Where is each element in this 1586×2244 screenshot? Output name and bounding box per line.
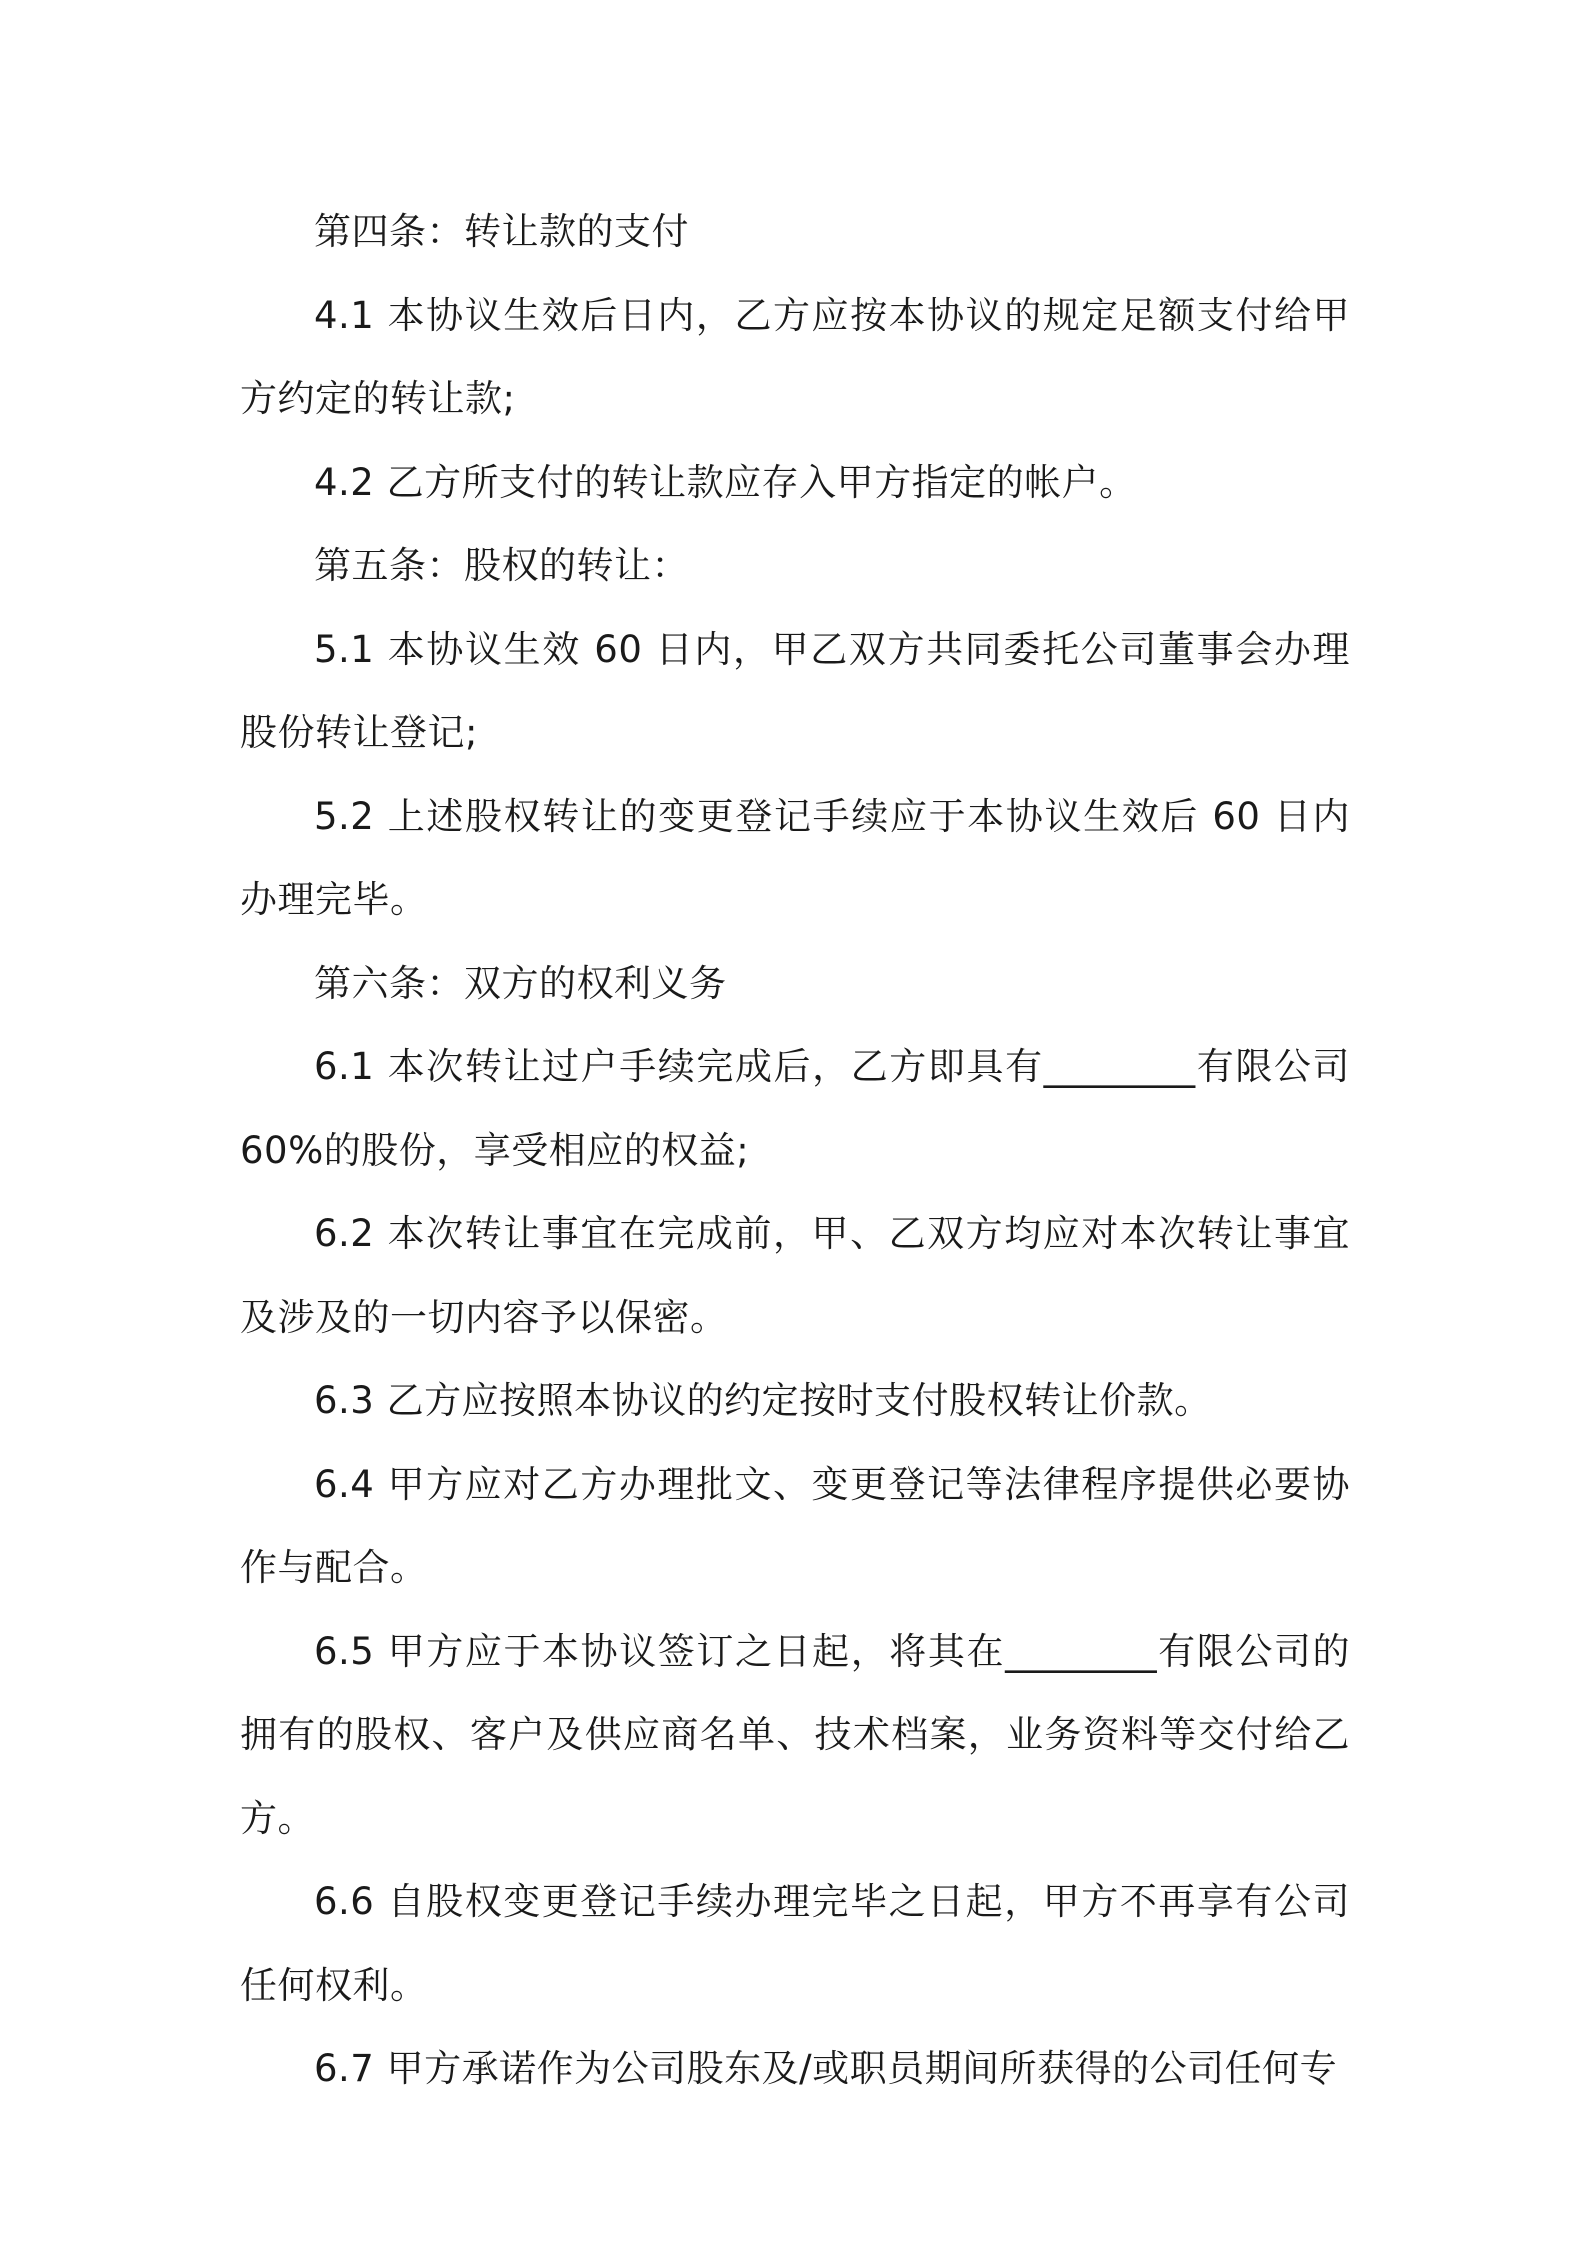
clause-6-1: 6.1 本次转让过户手续完成后，乙方即具有________有限公司60%的股份，享受相应的权益; — [240, 1045, 1350, 1172]
clause-4-2: 4.2 乙方所支付的转让款应存入甲方指定的帐户。 — [314, 460, 1137, 504]
clause-6-7: 6.7 甲方承诺作为公司股东及/或职员期间所获得的公司任何专 — [314, 2047, 1338, 2090]
article-6-heading: 第六条：双方的权利义务 — [314, 961, 727, 1005]
article-5-heading: 第五条：股权的转让： — [314, 544, 689, 587]
clause-6-2: 6.2 本次转让事宜在完成前，甲、乙双方均应对本次转让事宜及涉及的一切内容予以保密。 — [240, 1212, 1350, 1339]
document-body — [240, 190, 1350, 2111]
clause-5-2: 5.2 上述股权转让的变更登记手续应于本协议生效后 60 日内办理完毕。 — [240, 794, 1350, 921]
clause-6-3: 6.3 乙方应按照本协议的约定按时支付股权转让价款。 — [314, 1379, 1212, 1422]
clause-6-5: 6.5 甲方应于本协议签订之日起，将其在________有限公司的拥有的股权、客户及供应商名单、技术档案，业务资料等交付给乙方。 — [240, 1629, 1350, 1840]
clause-4-1: 4.1 本协议生效后日内，乙方应按本协议的规定足额支付给甲方约定的转让款; — [240, 293, 1350, 420]
clause-6-6: 6.6 自股权变更登记手续办理完毕之日起，甲方不再享有公司任何权利。 — [240, 1880, 1350, 2007]
article-4-heading: 第四条：转让款的支付 — [314, 210, 689, 253]
clause-6-4: 6.4 甲方应对乙方办理批文、变更登记等法律程序提供必要协作与配合。 — [240, 1462, 1350, 1589]
clause-5-1: 5.1 本协议生效 60 日内，甲乙双方共同委托公司董事会办理股份转让登记; — [240, 627, 1350, 754]
